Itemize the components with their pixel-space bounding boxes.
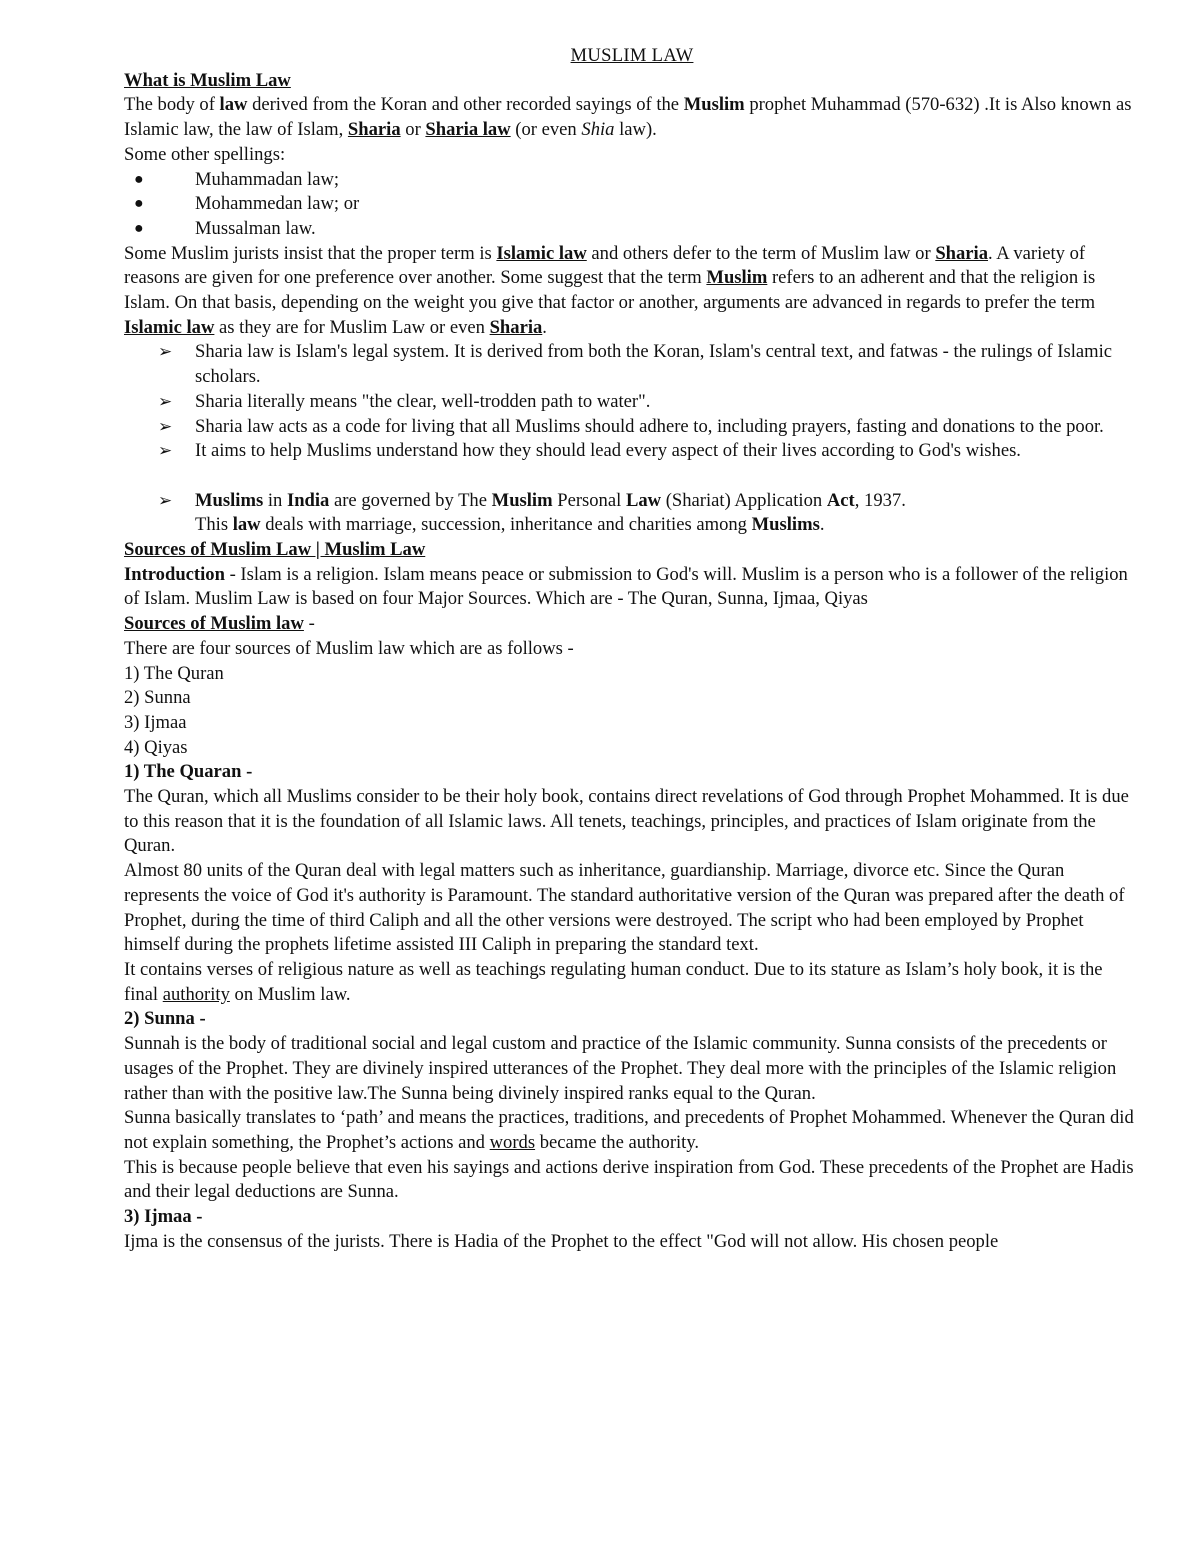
text-run: Ijma is the consensus of the jurists. There is Hadia of the Prophet to the effect "God will not allow. His chosen people [124,1230,999,1252]
spellings-list [124,168,1140,242]
text-run: The body of [124,94,220,116]
list-item [124,390,1140,415]
text-run: . [819,514,825,536]
list-item-text: Muhammadan law; [195,168,340,190]
list-item-text: Sharia literally means "the clear, well-trodden path to water". [195,390,651,412]
text-run: authority [162,983,230,1005]
quran-paragraph [124,785,1140,859]
list-item [124,415,1140,440]
text-run: and others defer to the term of Muslim law or [586,242,936,264]
intro-paragraph [124,93,1140,142]
arrowhead-bullet-icon: ➢ [158,490,173,510]
list-item-text: Sharia law is Islam's legal system. It is derived from both the Koran, Islam's central text, and fatwas - the rulings of Islamic scholars. [195,341,1113,388]
india-point-list [124,489,1140,514]
text-run: Sharia [347,119,401,141]
text-run: law). [614,119,657,141]
text-run: words [489,1131,536,1153]
sources-subheading-suffix: - [303,613,315,635]
quran-paragraph [124,958,1140,1007]
text-run: Some Muslim jurists insist that the proper term is [124,242,497,264]
text-run: law [232,514,261,536]
list-item-text: Sharia law acts as a code for living that all Muslims should adhere to, including prayers, fasting and donations to the poor. [195,415,1104,437]
text-run: It contains verses of religious nature as well as teachings regulating human conduct. Due to its stature as Islam’s holy book, it is the final [124,959,1103,1005]
arrowhead-bullet-icon: ➢ [158,391,173,411]
text-run: Sharia [935,242,989,264]
sources-heading: Sources of Muslim Law | Muslim Law [124,539,426,561]
list-item-text [195,490,906,511]
sources-list [124,662,1140,761]
list-item [124,489,1140,514]
bullet-dot-icon: ● [134,195,144,213]
text-run: The Quran, which all Muslims consider to be their holy book, contains direct revelations of God through Prophet Mohammed. It is due to this reason that it is the foundation of all Islamic laws. All tenets, teachings, principles, and practices of Islam originate from the Quran. [124,786,1129,857]
bullet-dot-icon: ● [134,170,144,188]
text-run: became the authority. [535,1131,700,1153]
india-followup-text [124,513,1140,538]
text-run: India [286,489,330,511]
list-item [124,192,1140,217]
list-item: 4) Qiyas [124,736,188,758]
list-item-text: Mohammedan law; or [195,193,360,215]
ijmaa-heading: 3) Ijmaa - [124,1206,203,1228]
text-run: . A variety of reasons are given for one preference over another. Some suggest that the term [124,242,1086,289]
quran-heading: 1) The Quaran - [124,761,253,783]
list-item [124,217,1140,242]
spellings-label: Some other spellings: [124,143,286,165]
blank-line [124,464,1140,489]
intro-label: Introduction [124,563,225,585]
text-run: (or even [510,119,582,141]
terminology-paragraph [124,242,1140,341]
text-run: Islamic law [496,242,587,264]
text-run: Islamic law [124,316,215,338]
list-item-text: It aims to help Muslims understand how they should lead every aspect of their lives according to God's wishes. [195,440,1021,462]
text-run: . [542,316,547,338]
arrowhead-bullet-icon: ➢ [158,342,173,362]
sources-intro-paragraph [124,563,1140,612]
intro-text: - Islam is a religion. Islam means peace or submission to God's will. Muslim is a person who is a follower of the religion of Islam. Muslim Law is based on four Major Sources. Which are - The Quran, Sunna, Ijmaa, Qiyas [124,563,1128,610]
sunna-heading: 2) Sunna - [124,1008,206,1030]
list-item [124,340,1140,389]
text-run: in [263,489,287,511]
sunna-paragraph [124,1106,1140,1155]
text-run: Sharia law [425,119,511,141]
bullet-dot-icon: ● [134,219,144,237]
document-page [124,44,1140,1254]
text-run: or [400,119,426,141]
text-run: (Shariat) Application [661,489,827,511]
text-run: Law [625,489,662,511]
text-run: Muslims [751,514,820,536]
list-item: 2) Sunna [124,687,191,709]
text-run: Muslim [491,489,553,511]
ijmaa-paragraph [124,1230,1140,1255]
text-run: Shia [581,119,615,141]
text-run: as they are for Muslim Law or even [214,316,490,338]
text-run: Muslims [195,489,264,511]
text-run: This [195,514,233,536]
arrowhead-bullet-icon: ➢ [158,441,173,461]
text-run: are governed by The [329,489,492,511]
sources-subheading-line [124,612,1140,637]
document-title: MUSLIM LAW [570,45,694,66]
list-item [124,439,1140,464]
arrowhead-bullet-icon: ➢ [158,416,173,436]
sources-list-intro: There are four sources of Muslim law which are as follows - [124,637,574,659]
sharia-points-list [124,340,1140,464]
text-run: Muslim [706,267,768,289]
sunna-paragraph [124,1032,1140,1106]
list-item: 3) Ijmaa [124,711,187,733]
sunna-paragraph [124,1156,1140,1205]
text-run: derived from the Koran and other recorded sayings of the [247,94,684,116]
text-run: refers to an adherent and that the religion is Islam. On that basis, depending on the weight you give that factor or another, arguments are advanced in regards to prefer the term [124,267,1096,314]
what-is-heading: What is Muslim Law [124,69,291,91]
text-run: Personal [552,489,626,511]
text-run: law [219,94,248,116]
text-run: prophet Muhammad (570-632) .It is Also known as Islamic law, the law of Islam, [124,94,1132,141]
text-run: , 1937. [854,489,906,511]
list-item: 1) The Quran [124,662,224,684]
text-run: Almost 80 units of the Quran deal with legal matters such as inheritance, guardianship. Marriage, divorce etc. Since the Quran represents the voice of God it's authority is Paramount. The standard authoritative version of the Quran was prepared after the death of Prophet, during the time of third Caliph and all the other versions were destroyed. The script who had been employed by Prophet himself during the prophets lifetime assisted III Caliph in preparing the standard text. [124,860,1125,956]
list-item-text: Mussalman law. [195,217,316,239]
text-run: Sunnah is the body of traditional social and legal custom and practice of the Islamic community. Sunna consists of the precedents or usages of the Prophet. They are divinely inspired utterances of the Prophet. They deal more with the principles of the Islamic religion rather than with the positive law.The Sunna being divinely inspired ranks equal to the Quran. [124,1033,1117,1104]
text-run: on Muslim law. [229,983,351,1005]
sources-subheading: Sources of Muslim law [124,613,304,635]
text-run: Muslim [683,94,745,116]
list-item [124,168,1140,193]
text-run: Sharia [489,316,543,338]
text-run: Act [826,489,855,511]
text-run: deals with marriage, succession, inheritance and charities among [260,514,752,536]
quran-paragraph [124,859,1140,958]
text-run: This is because people believe that even his sayings and actions derive inspiration from God. These precedents of the Prophet are Hadis and their legal deductions are Sunna. [124,1156,1134,1203]
text-run: Sunna basically translates to ‘path’ and means the practices, traditions, and precedents of Prophet Mohammed. Whenever the Quran did not explain something, the Prophet’s actions and [124,1107,1134,1153]
